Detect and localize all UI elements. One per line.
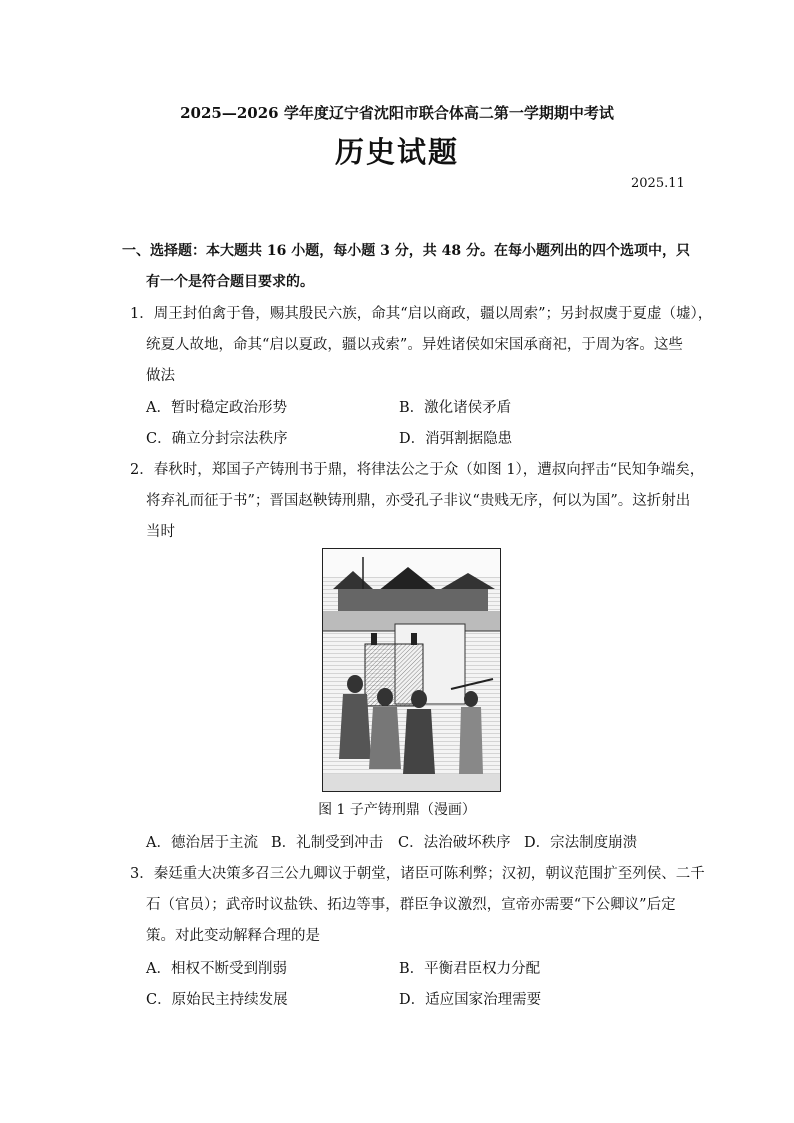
exam-title: 历史试题 <box>334 135 459 169</box>
question-3-option-b[interactable]: B．平衡君臣权力分配 <box>399 961 541 977</box>
question-3-option-c[interactable]: C．原始民主持续发展 <box>146 992 288 1008</box>
question-3-option-a[interactable]: A．相权不断受到削弱 <box>146 961 287 977</box>
question-2-option-c[interactable]: C．法治破坏秩序 <box>398 835 511 851</box>
question-1-line-3: 做法 <box>146 368 175 384</box>
figure-1-illustration <box>322 548 501 792</box>
question-1-option-d[interactable]: D．消弭割据隐患 <box>399 431 513 447</box>
question-1-option-b[interactable]: B．激化诸侯矛盾 <box>399 400 512 416</box>
section-heading-line-1: 一、选择题：本大题共 16 小题，每小题 3 分，共 48 分。在每小题列出的四个选项中，只 <box>122 243 690 259</box>
engraving-illustration <box>323 549 500 791</box>
figure-1-caption: 图 1 子产铸刑鼎（漫画） <box>318 802 476 818</box>
question-3-line-2: 石（官员）；武帝时议盐铁、拓边等事，群臣争议激烈，宣帝亦需要“下公卿议”后定 <box>146 897 676 913</box>
question-2-option-b[interactable]: B．礼制受到冲击 <box>271 835 384 851</box>
exam-subtitle: 2025—2026 学年度辽宁省沈阳市联合体高二第一学期期中考试 <box>180 104 614 122</box>
question-3-line-3: 策。对此变动解释合理的是 <box>146 928 320 944</box>
question-2-line-2: 将弃礼而征于书”；晋国赵鞅铸刑鼎，亦受孔子非议“贵贱无序，何以为国”。这折射出 <box>146 493 691 509</box>
question-2-line-1: 2．春秋时，郑国子产铸刑书于鼎，将律法公之于众（如图 1），遭叔向抨击“民知争端矣， <box>130 462 705 478</box>
exam-date: 2025.11 <box>631 176 685 191</box>
question-3-line-1: 3．秦廷重大决策多召三公九卿议于朝堂，诸臣可陈利弊；汉初，朝议范围扩至列侯、二千 <box>130 866 705 882</box>
question-2-option-d[interactable]: D．宗法制度崩溃 <box>524 835 638 851</box>
question-1-option-c[interactable]: C．确立分封宗法秩序 <box>146 431 288 447</box>
question-1-line-1: 1．周王封伯禽于鲁，赐其殷民六族，命其“启以商政，疆以周索”；另封叔虞于夏虚（墟）， <box>130 306 713 322</box>
question-1-option-a[interactable]: A．暂时稳定政治形势 <box>146 400 287 416</box>
question-2-option-a[interactable]: A．德治居于主流 <box>146 835 258 851</box>
question-2-line-3: 当时 <box>146 524 175 540</box>
question-3-option-d[interactable]: D．适应国家治理需要 <box>399 992 542 1008</box>
section-heading-line-2: 有一个是符合题目要求的。 <box>146 274 314 290</box>
question-1-line-2: 统夏人故地，命其“启以夏政，疆以戎索”。异姓诸侯如宋国承商祀，于周为客。这些 <box>146 337 683 353</box>
